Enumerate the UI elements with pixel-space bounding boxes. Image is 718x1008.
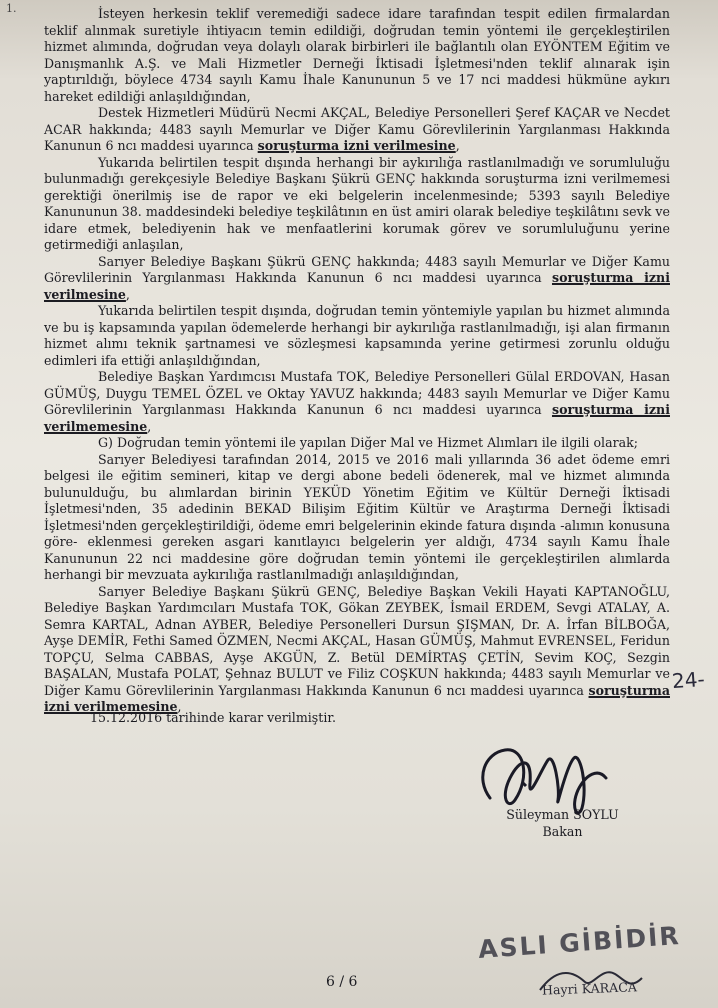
signer-block xyxy=(505,806,620,840)
paragraph xyxy=(44,6,670,105)
decision-text-body xyxy=(44,6,670,716)
paragraph-text: Sarıyer Belediye Başkanı Şükrü GENÇ hakkında; 4483 sayılı Memurlar ve Diğer Kamu Görevlilerinin Yargılanması Hakkında Kanunun 6 ncı maddesi uyarınca xyxy=(44,253,670,285)
paragraph xyxy=(44,584,670,716)
paragraph-text: Belediye Başkan Yardımcısı Mustafa TOK, Belediye Personelleri Gülal ERDOVAN, Hasan GÜMÜŞ, Duygu TEMEL ÖZEL ve Oktay YAVUZ hakkında; 4483 sayılı Memurlar ve Diğer Kamu Görevlilerinin Yargılanması Hakkında Kanunun 6 ncı maddesi uyarınca xyxy=(44,369,670,417)
paragraph-text: , xyxy=(455,138,460,153)
clerk-name: Hayri KARACA xyxy=(541,979,638,998)
signer-name: Süleyman SOYLU xyxy=(506,807,619,822)
paragraph-text: Sarıyer Belediyesi tarafından 2014, 2015 ve 2016 mali yıllarında 36 adet ödeme emri belgesi ile eğitim semineri, kitap ve dergi abone bedeli ödenerek, mal ve hizmet alımında bulunulduğu, bu alımlardan birinin YEKÜD Yönetim Eğitim ve Kültür Derneği İktisadi İşletmesi'nden, 35 adedinin BEKAD Bilişim Eğitim Kültür ve Araştırma Derneği İktisadi İşletmesi'nden gerçekleştirildiği, ödeme emri belgelerinin ekinde fatura dışında -alımın konusuna göre- eklenmesi gereken asgari kanıtlayıcı belgelerin yer aldığı, 4734 sayılı Kamu İhale Kanununun 22 nci maddesine göre doğrudan temin yöntemi ile gerçekleştirilen alımlarda herhangi bir mevzuata aykırılığa rastlanılmadığı anlaşıldığından, xyxy=(44,451,670,582)
paragraph xyxy=(44,155,670,254)
underlined-decision-phrase: soruşturma izni verilmemesine xyxy=(44,682,670,714)
paragraph-text: G) Doğrudan temin yöntemi ile yapılan Diğer Mal ve Hizmet Alımları ile ilgili olarak; xyxy=(98,435,638,450)
corner-mark: 1. xyxy=(6,2,17,15)
paragraph-text: , xyxy=(147,418,152,434)
paragraph-text: Yukarıda belirtilen tespit dışında, doğrudan temin yöntemiyle yapılan bu hizmet alımında ve bu iş kapsamında yapılan ödemelerde herhangi bir aykırılığa rastlanılmadığı, işi alan firmanın hizmet alımı teknik şartnamesi ve sözleşmesi kapsamında yerine getirmesi zorunlu olduğu edimleri ifa ettiği anlaşıldığından, xyxy=(44,303,670,368)
decision-date: 15.12.2016 tarihinde karar verilmiştir. xyxy=(90,710,336,725)
paragraph xyxy=(44,303,670,369)
underlined-decision-phrase: soruşturma izni verilmesine xyxy=(44,270,670,302)
paragraph-text: Yukarıda belirtilen tespit dışında herhangi bir aykırılığa rastlanılmadığı ve sorumluluğu bulunmadığı gerekçesiyle Belediye Başkanı Şükrü GENÇ hakkında soruşturma izni verilmemesi gerektiği önerilmiş ise de rapor ve eki belgelerin incelenmesinde; 5393 sayılı Belediye Kanununun 38. maddesindeki belediye teşkilâtının en üst amiri olarak belediye teşkilâtını sevk ve idare etmek, belediyenin hak ve menfaatlerini korumak görev ve sorumluluğunu yerine getirmediği anlaşılan, xyxy=(44,154,670,252)
underlined-decision-phrase: soruşturma izni verilmesine xyxy=(257,138,456,153)
paragraph xyxy=(44,435,670,452)
handwritten-margin-note: 24- xyxy=(671,666,706,694)
signer-title: Bakan xyxy=(542,824,583,839)
paragraph xyxy=(44,452,670,584)
true-copy-stamp: ASLI GİBİDİR xyxy=(477,920,682,965)
paragraph-text: Destek Hizmetleri Müdürü Necmi AKÇAL, Belediye Personelleri Şeref KAÇAR ve Necdet ACAR hakkında; 4483 sayılı Memurlar ve Diğer Kamu Görevlilerinin Yargılanması Hakkında Kanunun 6 ncı maddesi uyarınca xyxy=(44,105,670,153)
page-number: 6 / 6 xyxy=(326,974,358,990)
paragraph xyxy=(44,105,670,155)
paragraph xyxy=(44,369,670,435)
paragraph-text: , xyxy=(125,286,130,302)
paragraph-text: İsteyen herkesin teklif veremediği sadece idare tarafından tespit edilen firmalardan teklif alınmak suretiyle ihtiyacın temin edildiği, doğrudan temin yöntemi ile gerçekleştirilen hizmet alımında, doğrudan veya dolaylı olarak birbirleri ile bağlantılı olan EYÖNTEM Eğitim ve Danışmanlık A.Ş. ve Mali Hizmetler Derneği İktisadi İşletmesi'nden teklif alınarak işin yaptırıldığı, böylece 4734 sayılı Kamu İhale Kanununun 5 ve 17 nci maddesi hükmüne aykırı hareket edildiği anlaşıldığından, xyxy=(44,6,670,104)
paragraph-text: , xyxy=(177,699,182,714)
paragraph-text: Sarıyer Belediye Başkanı Şükrü GENÇ, Belediye Başkan Vekili Hayati KAPTANOĞLU, Belediye Başkan Yardımcıları Mustafa TOK, Gökan ZEYBEK, İsmail ERDEM, Sevgi ATALAY, A. Semra KARTAL, Adnan AYBER, Belediye Personelleri Dursun ŞIŞMAN, Dr. A. İrfan BİLBOĞA, Ayşe DEMİR, Fethi Samed ÖZMEN, Necmi AKÇAL, Hasan GÜMÜŞ, Mahmut EVRENSEL, Feridun TOPÇU, Selma CABBAS, Ayşe AKGÜN, Z. Betül DEMİRTAŞ ÇETİN, Sevim KOÇ, Sezgin BAŞALAN, Mustafa POLAT, Şehnaz BULUT ve Filiz COŞKUN hakkında; 4483 sayılı Memurlar ve Diğer Kamu Görevlilerinin Yargılanması Hakkında Kanunun 6 ncı maddesi uyarınca xyxy=(44,583,670,698)
paragraph xyxy=(44,254,670,304)
underlined-decision-phrase: soruşturma izni verilmemesine xyxy=(44,402,670,434)
